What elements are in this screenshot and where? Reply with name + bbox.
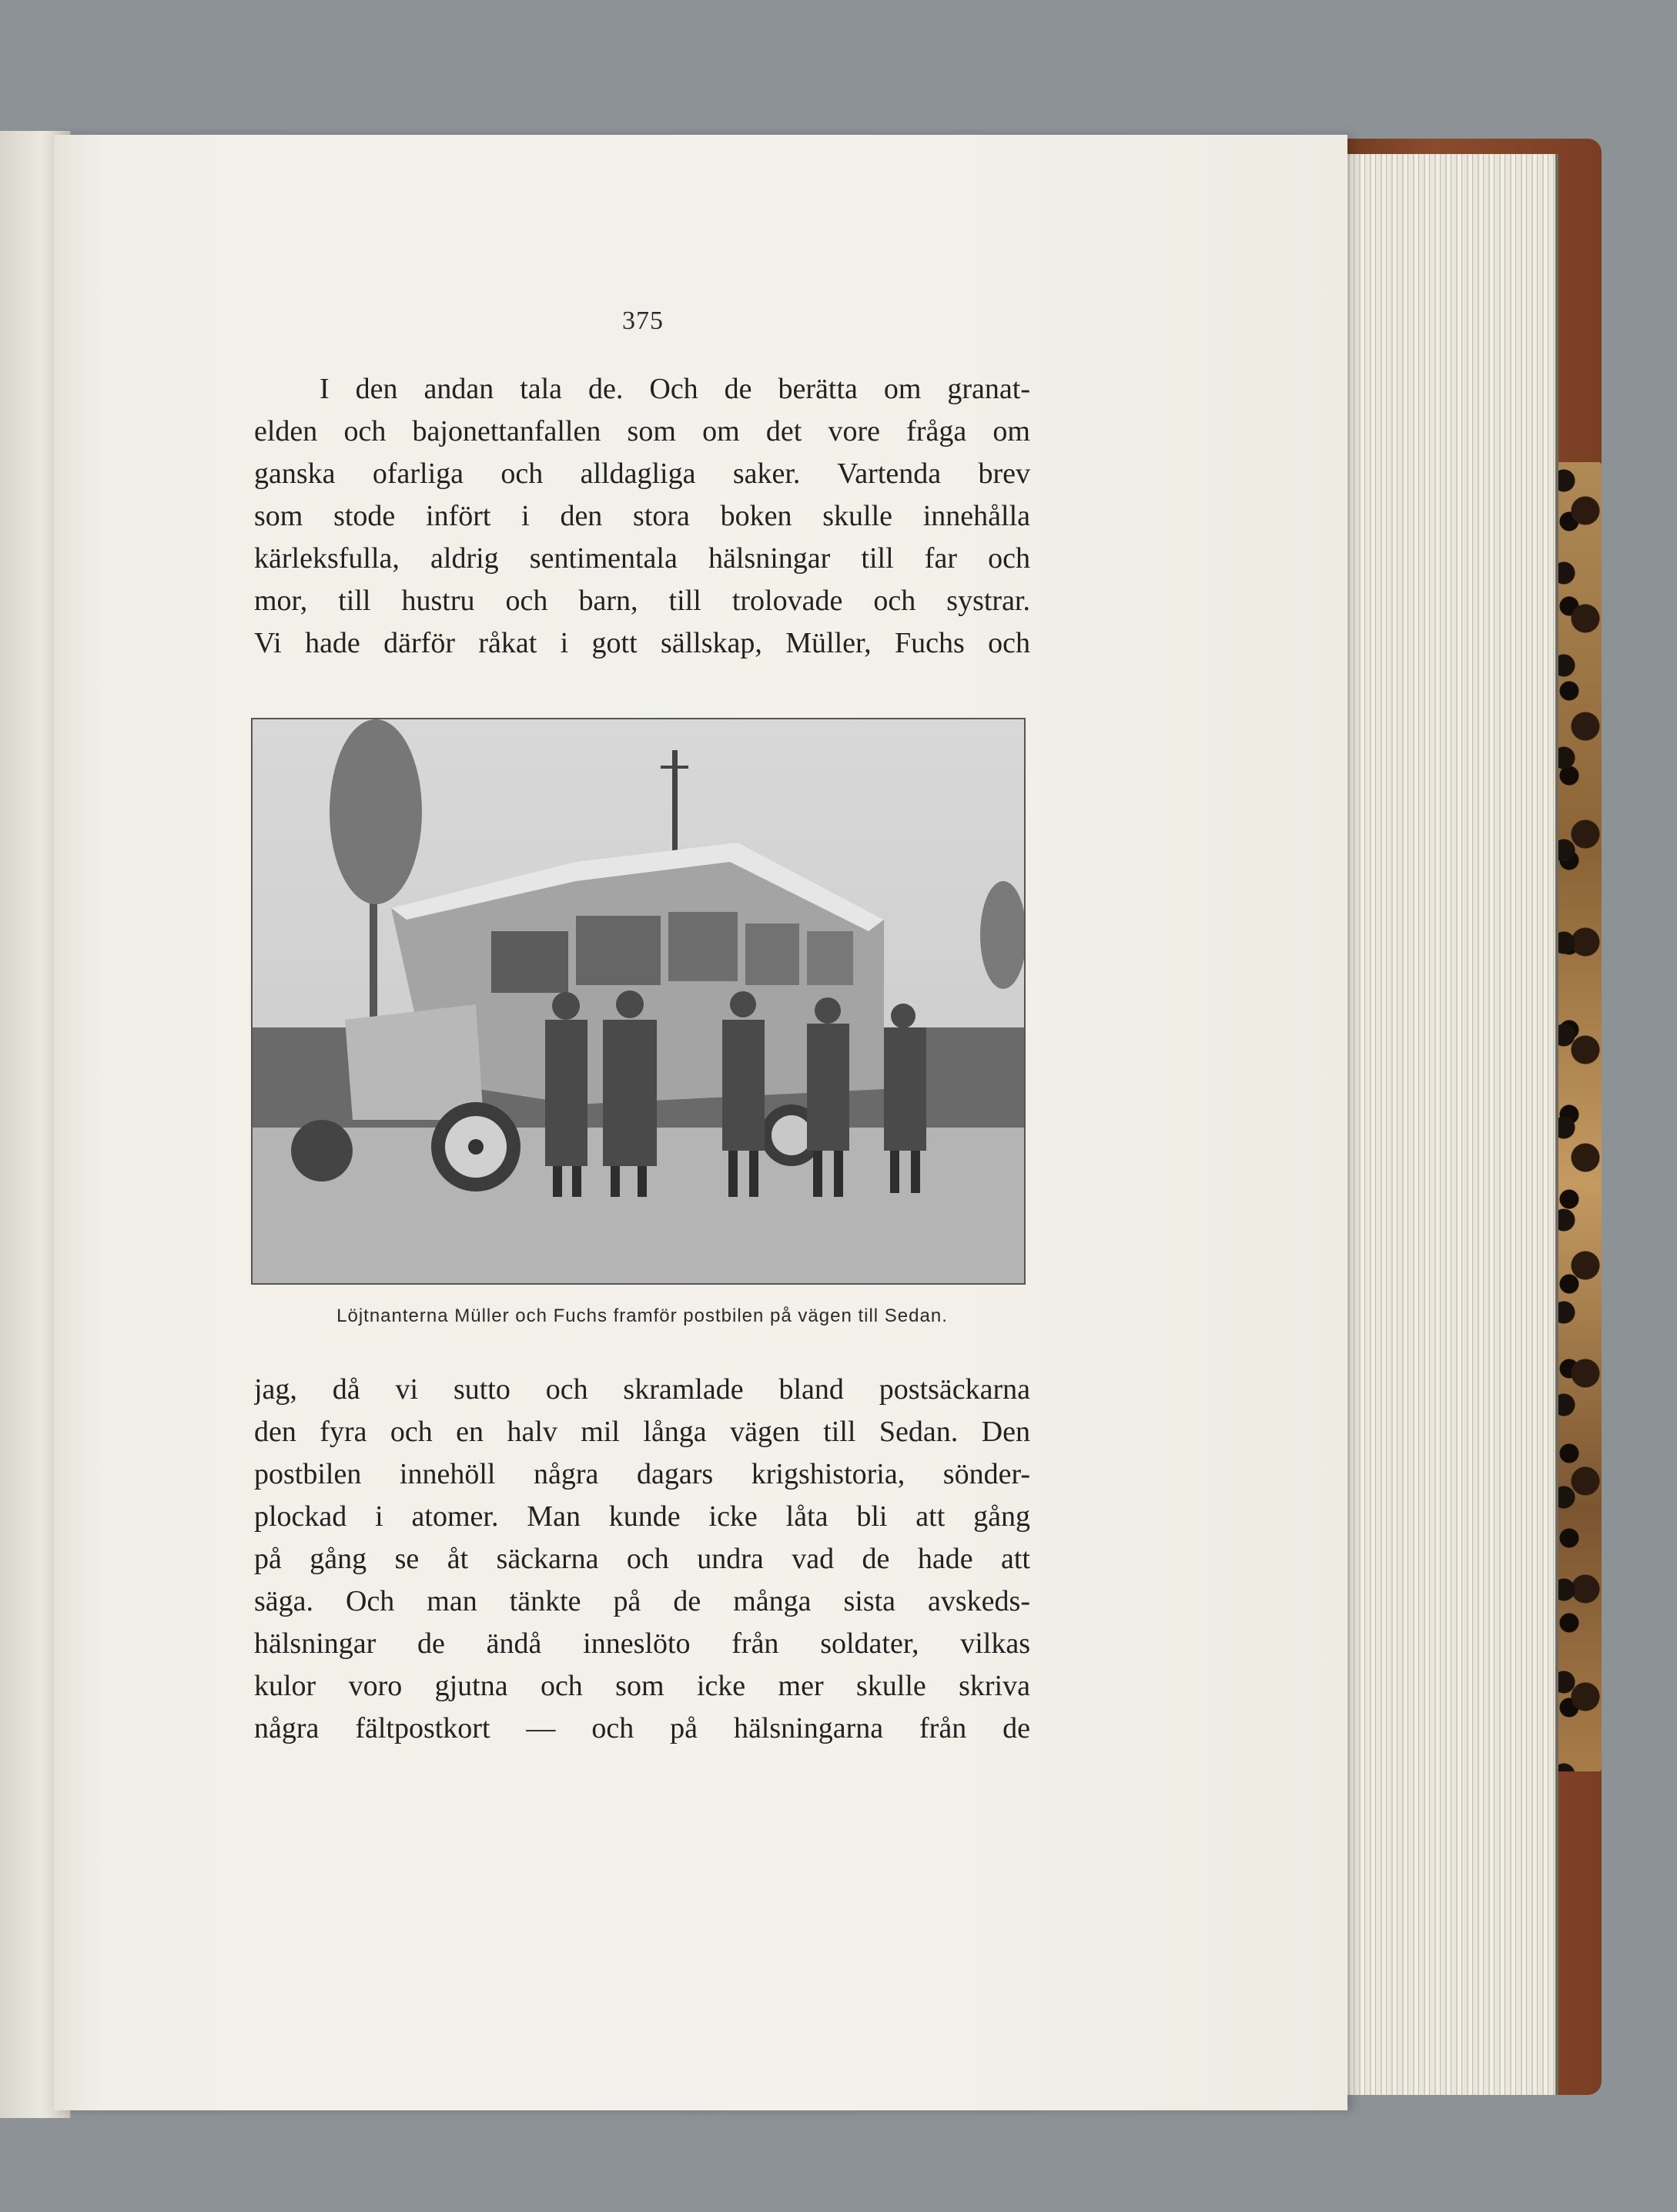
text-line: mor, till hustru och barn, till trolovade och systrar. xyxy=(254,585,1030,617)
text-line: hälsningar de ändå inneslöto från soldater, vilkas xyxy=(254,1627,1030,1660)
bottom-paragraph xyxy=(254,1369,1030,1750)
page-number: 375 xyxy=(622,307,664,335)
text-line: kärleksfulla, aldrig sentimentala hälsningar till far och xyxy=(254,542,1030,575)
text-line: den fyra och en halv mil långa vägen till Sedan. Den xyxy=(254,1416,1030,1448)
top-paragraph xyxy=(254,368,1030,665)
text-line: postbilen innehöll några dagars krigshistoria, sönder- xyxy=(254,1458,1030,1490)
text-line: Vi hade därför råkat i gott sällskap, Müller, Fuchs och xyxy=(254,627,1030,659)
text-line: jag, då vi sutto och skramlade bland postsäckarna xyxy=(254,1373,1030,1406)
text-line: på gång se åt säckarna och undra vad de hade att xyxy=(254,1543,1030,1575)
text-line: plockad i atomer. Man kunde icke låta bli att gång xyxy=(254,1500,1030,1533)
text-line: som stode infört i den stora boken skulle innehålla xyxy=(254,500,1030,532)
photo-caption: Löjtnanterna Müller och Fuchs framför postbilen på vägen till Sedan. xyxy=(336,1305,948,1326)
text-line: I den andan tala de. Och de berätta om granat- xyxy=(320,373,1030,405)
text-line: ganska ofarliga och alldagliga saker. Vartenda brev xyxy=(254,457,1030,490)
photograph-postbus xyxy=(251,718,1026,1285)
text-line: kulor voro gjutna och som icke mer skulle skriva xyxy=(254,1670,1030,1702)
text-line: säga. Och man tänkte på de många sista avskeds- xyxy=(254,1585,1030,1617)
page-edges xyxy=(1344,154,1558,2095)
text-line: några fältpostkort — och på hälsningarna från de xyxy=(254,1712,1030,1744)
text-line: elden och bajonettanfallen som om det vore fråga om xyxy=(254,415,1030,447)
postbus-illustration xyxy=(253,719,1024,1283)
